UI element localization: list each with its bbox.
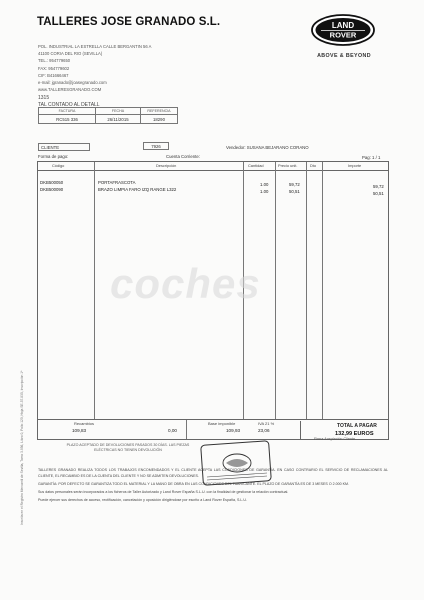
- document-code: 1315: [38, 95, 50, 101]
- company-address: [38, 43, 198, 93]
- address-line: TEL.: 954779650: [38, 58, 71, 64]
- invoice-reference: 18290: [141, 115, 178, 124]
- header-label-referencia: REFERENCIA: [141, 108, 178, 115]
- totals-label-recambios: Recambios: [74, 421, 95, 426]
- legal-terms: [38, 468, 388, 506]
- column-divider: [306, 162, 307, 419]
- account-type: Cuenta Corriente:: [166, 154, 200, 159]
- column-header-price: Precio unit.: [278, 163, 298, 168]
- watermark: coches: [110, 260, 261, 307]
- payment-method: Forma de pago:: [38, 154, 69, 159]
- column-divider: [94, 162, 95, 419]
- item-amount: 50,51: [373, 191, 384, 196]
- amount-due-value: 132,99 EUROS: [335, 431, 374, 437]
- column-header-code: Código: [52, 163, 65, 168]
- return-policy-note: PLAZO ACEPTADO DE DEVOLUCIONES PASADOS 30 DÍAS. LAS PIEZAS ELÉCTRICAS NO TIENEN DEVOLUCIÓN: [66, 443, 190, 452]
- item-price: 59,72: [289, 182, 300, 187]
- salesperson: Vendedor: SUSANA BEJARANO CORANO: [226, 145, 309, 150]
- address-line: FAX: 954779602: [38, 65, 70, 71]
- customer-label: CLIENTE: [38, 143, 90, 151]
- item-price: 50,51: [289, 189, 300, 194]
- totals-divider: [186, 420, 187, 439]
- item-quantity: 1.00: [260, 182, 269, 187]
- totals-base: 109,93: [226, 428, 241, 433]
- registry-vertical-text: Inscrita en el Registro Mercantil de Sevilla, Tomo 3.956, Libro 0, Folio 120, Hoja SE-57.835, Inscripción 1ª: [20, 370, 24, 525]
- header-label-factura: FACTURA: [39, 108, 96, 115]
- legal-paragraph: Puede ejercer sus derechos de acceso, rectificación, cancelación y oposición dirigiéndose por escrito a Land Rover España, S.L.U.: [38, 497, 247, 502]
- item-code: DKB500050: [40, 180, 64, 185]
- logo-text-top: LAND: [331, 21, 355, 31]
- totals-iva: 23,06: [258, 428, 270, 433]
- item-description: BRAZO LIMPIA FARO IZQ RANGE L322: [98, 187, 177, 192]
- legal-paragraph: TALLERES GRANADO REALIZA TODOS LOS TRABAJOS ENCOMENDADOS Y EL CLIENTE ACEPTA LAS CONDICIONES DE GARANTÍA. EN CASO CONTRARIO EL SERVICIO DE RECLAMACIONES AL CLIENTE, EL RECAMBIO ES DE LA CUENTA DEL CLIENTE Y NO SE ADMITEN DEVOLUCIONES.: [38, 468, 388, 478]
- item-description: PORTAFRASCOTA: [98, 180, 136, 185]
- totals-extra: 0,00: [168, 428, 177, 433]
- column-header-amount: Importe: [348, 163, 362, 168]
- line-items-header: [38, 162, 388, 171]
- address-line: CIF: B41666467: [38, 72, 69, 78]
- invoice-number: RC515 336: [39, 115, 96, 124]
- totals-label-iva: IVA 21 %: [258, 421, 275, 426]
- item-amount: 59,72: [373, 184, 384, 189]
- column-header-description: Descripción: [156, 163, 177, 168]
- land-rover-logo: [311, 14, 375, 46]
- column-divider: [322, 162, 323, 419]
- legal-paragraph: GARANTÍA: POR DEFECTO SE GARANTIZA TODO EL MATERIAL Y LA MANO DE OBRA EN LAS CONDICIONES DEL FABRICANTE. EL PLAZO DE GARANTÍA ES DE 3 MESES O 2.000 KM.: [38, 481, 350, 486]
- company-name: TALLERES JOSE GRANADO S.L.: [37, 16, 221, 28]
- column-header-discount: Dto: [310, 163, 317, 168]
- customer-number: 7926: [143, 142, 169, 150]
- signature-label: Firma Aceptación Cliente: [314, 437, 355, 441]
- document-title: TAL CONTADO AL DETALL: [38, 102, 100, 108]
- totals-label-base: Base imponible: [208, 421, 236, 426]
- address-line: e-mail: jgranado@joasegranado.com: [38, 80, 107, 86]
- column-divider: [275, 162, 276, 419]
- logo-text-bottom: ROVER: [329, 30, 357, 40]
- address-line: 41100 CORIA DEL RIO (SEVILLA): [38, 51, 103, 57]
- amount-due-label: TOTAL A PAGAR: [337, 423, 377, 429]
- brand-tagline: ABOVE & BEYOND: [317, 53, 371, 59]
- invoice-header-table: [38, 107, 178, 124]
- address-line: www.TALLERESGRANADO.COM: [38, 87, 102, 93]
- page-number: Pag: 1 / 1: [362, 155, 381, 160]
- legal-paragraph: Sus datos personales serán incorporados a los ficheros de Taller Autorizado y Land Rover España S.L.U. con la finalidad de gestionar la relación contractual.: [38, 489, 289, 494]
- header-label-fecha: FECHA: [96, 108, 141, 115]
- item-code: DKB500090: [40, 187, 64, 192]
- totals-recambios: 109,83: [72, 428, 87, 433]
- address-line: POL. INDUSTRIAL LA ESTRELLA CALLE BERGANTIN 56 A: [38, 44, 152, 49]
- invoice-date: 26/11/2015: [96, 115, 141, 124]
- item-quantity: 1.00: [260, 189, 269, 194]
- column-header-quantity: Cantidad: [248, 163, 264, 168]
